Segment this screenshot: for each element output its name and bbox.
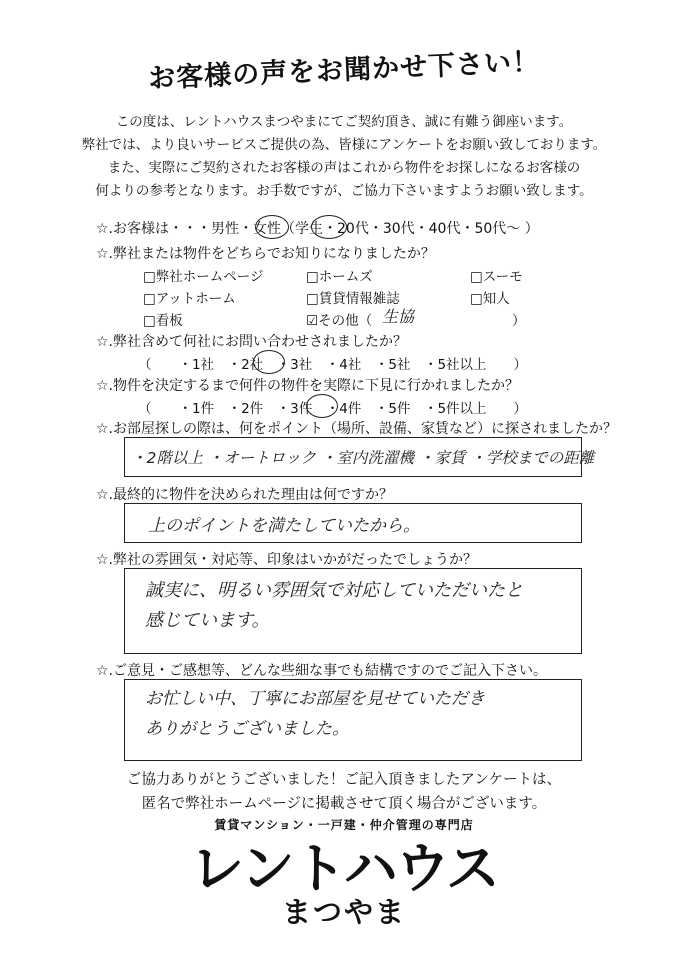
company-tagline: 賃貸マンション・一戸建・仲介管理の専門店 — [214, 818, 474, 832]
q5-answer-text: ・2階以上 ・オートロック ・室内洗濯機 ・家賃 ・学校までの距離 — [131, 449, 595, 467]
intro-line-4: 何よりの参考となります。お手数ですが、ご協力下さいますようお願い致します。 — [95, 183, 593, 199]
intro-line-3: また、実際にご契約されたお客様の声はこれから物件をお探しになるお客様の — [107, 160, 581, 176]
q8-answer-line-2: ありがとうございました。 — [145, 719, 349, 739]
footer-line-2: 匿名で弊社ホームページに掲載させて頂く場合がございます。 — [141, 796, 547, 812]
company-logo-subtitle: まつやま — [281, 895, 406, 929]
q3-label: ☆.弊社含めて何社にお問い合わせされましたか？ — [96, 334, 407, 350]
option-signboard[interactable]: □看板 — [143, 313, 183, 329]
q8-answer-line-1: お忙しい中、丁寧にお部屋を見せていただき — [145, 689, 485, 709]
other-answer-text: 生協 — [382, 307, 415, 326]
q4-options[interactable]: （ ・1件 ・2件 ・3件 ・4件 ・5件 ・5件以上 ） — [138, 401, 528, 417]
intro-line-1: この度は、レントハウスまつやまにてご契約頂き、誠に有難う御座います。 — [115, 114, 573, 130]
female-circle-mark — [255, 215, 289, 239]
option-rental-magazine[interactable]: □賃貸情報雑誌 — [306, 291, 400, 307]
q3-options[interactable]: （ ・1社 ・2社 ・3社 ・4社 ・5社 ・5社以上 ） — [138, 357, 528, 373]
option-homes[interactable]: □ホームズ — [306, 269, 373, 285]
page-title: お客様の声をお聞かせ下さい！ — [147, 46, 541, 95]
q1-label: ☆.お客様は・・・男性・女性（学生・20代・30代・40代・50代～ ） — [96, 221, 539, 237]
other-close-paren: ） — [512, 313, 526, 329]
q7-answer-line-2: 感じています。 — [145, 610, 270, 631]
q6-answer-text: 上のポイントを満たしていたから。 — [148, 516, 420, 536]
intro-line-2: 弊社では、より良いサービスご提供の為、皆様にアンケートをお願い致しております。 — [81, 137, 607, 153]
q7-answer-line-1: 誠実に、明るい雰囲気で対応していただいたと — [145, 580, 523, 601]
student-circle-mark — [311, 215, 347, 239]
footer-line-1: ご協力ありがとうございました！ご記入頂きましたアンケートは、 — [126, 772, 562, 788]
company-logo: レントハウス — [190, 837, 498, 900]
option-acquaintance[interactable]: □知人 — [470, 291, 510, 307]
option-suumo[interactable]: □スーモ — [470, 269, 523, 285]
q7-label: ☆.弊社の雰囲気・対応等、印象はいかがだったでしょうか？ — [96, 552, 477, 568]
q4-label: ☆.物件を決定するまで何件の物件を実際に下見に行かれましたか？ — [96, 378, 519, 394]
option-company-homepage[interactable]: □弊社ホームページ — [143, 269, 264, 285]
option-athome[interactable]: □アットホーム — [143, 291, 236, 307]
q8-label: ☆.ご意見・ご感想等、どんな些細な事でも結構ですのでご記入下さい。 — [96, 663, 547, 679]
q2-label: ☆.弊社または物件をどちらでお知りになりましたか？ — [96, 246, 435, 262]
q3-answer-circle-mark — [253, 350, 285, 374]
option-other[interactable]: ☑その他（ — [306, 313, 373, 329]
q6-label: ☆.最終的に物件を決められた理由は何ですか？ — [96, 487, 393, 503]
q5-label: ☆.お部屋探しの際は、何をポイント（場所、設備、家賃など）に探されましたか？ — [96, 421, 617, 437]
q4-answer-circle-mark — [306, 394, 338, 418]
